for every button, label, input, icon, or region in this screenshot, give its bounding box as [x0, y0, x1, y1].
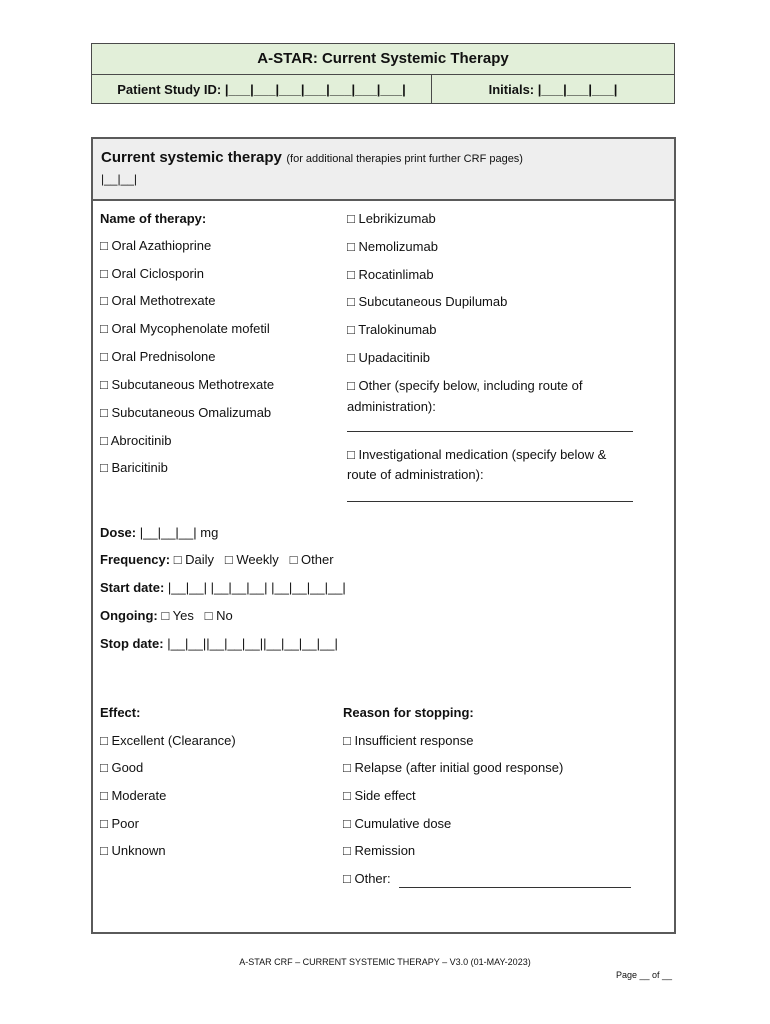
effect-label: Effect:: [100, 705, 141, 720]
effect-option[interactable]: □ Poor: [100, 816, 139, 831]
therapy-option[interactable]: □ Oral Ciclosporin: [100, 266, 204, 281]
stop-date-row: [100, 636, 338, 651]
therapy-option[interactable]: □ Lebrikizumab: [347, 211, 436, 226]
therapy-name-label: Name of therapy:: [100, 211, 207, 226]
therapy-option[interactable]: □ Abrocitinib: [100, 433, 172, 448]
effect-option[interactable]: □ Unknown: [100, 843, 166, 858]
therapy-option[interactable]: □ Rocatinlimab: [347, 267, 434, 282]
dose-field[interactable]: |__|__|__|: [139, 525, 197, 540]
therapy-section: [91, 137, 676, 934]
effect-option[interactable]: □ Moderate: [100, 788, 167, 803]
reason-option[interactable]: □ Remission: [343, 843, 416, 858]
frequency-row: [100, 552, 334, 567]
other-therapy-line[interactable]: [347, 431, 633, 432]
frequency-options[interactable]: □ Daily □ Weekly □ Other: [173, 552, 334, 567]
therapy-number-field[interactable]: |__|__|: [101, 172, 138, 186]
therapy-option[interactable]: □ Oral Mycophenolate mofetil: [100, 321, 270, 336]
effect-option[interactable]: □ Good: [100, 760, 144, 775]
other-therapy-option-cont: administration):: [347, 399, 436, 414]
footer-text: A-STAR CRF – CURRENT SYSTEMIC THERAPY – V3.0 (01-MAY-2023): [239, 957, 531, 967]
start-date-field[interactable]: |__|__| |__|__|__| |__|__|__|__|: [167, 580, 346, 595]
section-subtitle: (for additional therapies print further CRF pages): [286, 153, 523, 165]
initials-field[interactable]: Initials: |___|___|___|: [488, 82, 618, 97]
section-title: Current systemic therapy: [101, 149, 282, 166]
ongoing-options[interactable]: □ Yes □ No: [161, 608, 233, 623]
ongoing-row: [100, 608, 233, 623]
therapy-option[interactable]: □ Tralokinumab: [347, 322, 437, 337]
therapy-option[interactable]: □ Oral Azathioprine: [100, 238, 212, 253]
investigational-option[interactable]: □ Investigational medication (specify below &: [347, 447, 607, 462]
patient-study-id-field[interactable]: Patient Study ID: |___|___|___|___|___|___|___|: [92, 75, 432, 104]
reason-other-option[interactable]: □ Other:: [343, 871, 391, 886]
page-number: Page __ of __: [616, 970, 673, 980]
start-date-row: [100, 580, 346, 595]
reason-option[interactable]: □ Relapse (after initial good response): [343, 760, 564, 775]
dose-label: Dose:: [100, 525, 137, 540]
therapy-option[interactable]: □ Oral Prednisolone: [100, 349, 216, 364]
reason-option[interactable]: □ Side effect: [343, 788, 416, 803]
reason-label: Reason for stopping:: [343, 705, 474, 720]
investigational-option-cont: route of administration):: [347, 467, 484, 482]
dose-unit: mg: [200, 525, 219, 540]
therapy-option[interactable]: □ Subcutaneous Omalizumab: [100, 405, 272, 420]
form-title: A-STAR: Current Systemic Therapy: [92, 44, 674, 75]
investigational-line[interactable]: [347, 501, 633, 502]
form-header: [91, 43, 675, 104]
stop-date-label: Stop date:: [100, 636, 164, 651]
effect-option[interactable]: □ Excellent (Clearance): [100, 733, 236, 748]
section-heading: [93, 139, 674, 201]
therapy-option[interactable]: □ Upadacitinib: [347, 350, 431, 365]
frequency-label: Frequency:: [100, 552, 171, 567]
therapy-option[interactable]: □ Subcutaneous Methotrexate: [100, 377, 275, 392]
therapy-option[interactable]: □ Nemolizumab: [347, 239, 438, 254]
other-therapy-option[interactable]: □ Other (specify below, including route of: [347, 378, 583, 393]
start-date-label: Start date:: [100, 580, 165, 595]
therapy-option[interactable]: □ Oral Methotrexate: [100, 293, 216, 308]
stop-date-field[interactable]: |__|__||__|__|__||__|__|__|__|: [167, 636, 338, 651]
ongoing-label: Ongoing:: [100, 608, 158, 623]
dose-row: [100, 525, 218, 540]
therapy-option[interactable]: □ Baricitinib: [100, 460, 168, 475]
reason-option[interactable]: □ Insufficient response: [343, 733, 474, 748]
header-id-row: [92, 75, 674, 104]
reason-option[interactable]: □ Cumulative dose: [343, 816, 452, 831]
therapy-option[interactable]: □ Subcutaneous Dupilumab: [347, 294, 508, 309]
reason-other-line[interactable]: [399, 887, 631, 888]
